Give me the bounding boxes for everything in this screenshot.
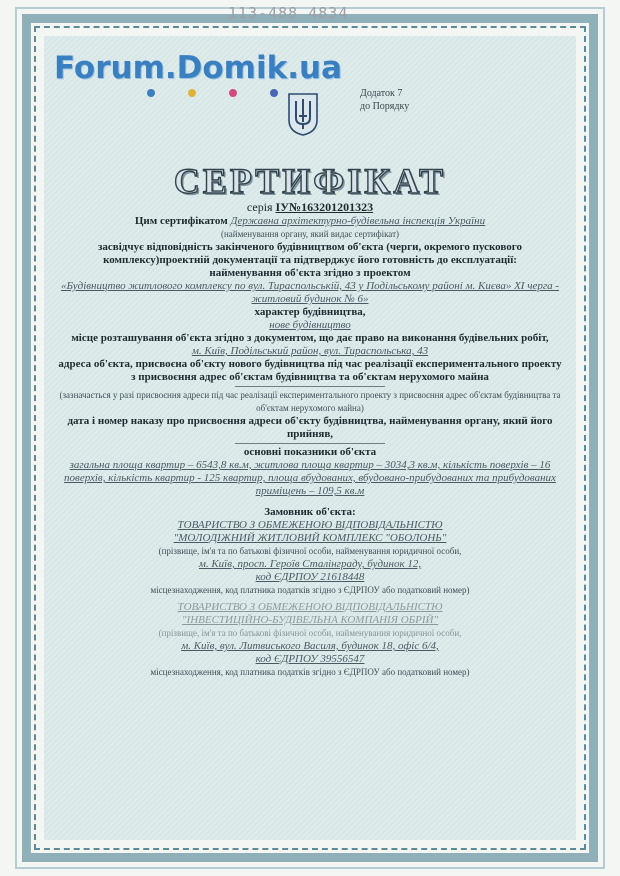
series-label: серія [246, 200, 273, 214]
customer-1-name-line1: ТОВАРИСТВО З ОБМЕЖЕНОЮ ВІДПОВІДАЛЬНІСТЮ [177, 519, 443, 531]
location-label: місце розташування об'єкта згідно з документом, що дає право на виконання будівельних робіт, [71, 332, 549, 344]
watermark-dot [147, 89, 155, 97]
divider [235, 443, 385, 444]
customer-2-name-line1: ТОВАРИСТВО З ОБМЕЖЕНОЮ ВІДПОВІДАЛЬНІСТЮ [177, 601, 443, 613]
annex-note [360, 87, 409, 113]
customer-2-address: м. Київ, вул. Литвиського Василя, будинок 18, офіс 6/4, [181, 640, 439, 652]
divider [235, 386, 385, 387]
annex-line2: до Порядку [360, 101, 410, 112]
assigned-address-hint: (зазначається у разі присвоєння адреси під час реалізації експериментального проекту з присвоєння адрес об'єктам будівництва та об'єктам нерухомого майна) [59, 390, 561, 413]
indicators-label: основні показники об'єкта [243, 446, 377, 458]
object-name-label: найменування об'єкта згідно з проектом [209, 267, 411, 279]
issuer-line [58, 215, 562, 228]
customer-1-name-line2: "МОЛОДІЖНИЙ ЖИТЛОВИЙ КОМПЛЕКС "ОБОЛОНЬ" [173, 532, 447, 544]
annex-line1: Додаток 7 [360, 88, 403, 99]
customer-2-code: код ЄДРПОУ 39556547 [255, 653, 365, 665]
customer-1-address: м. Київ, просп. Героїв Сталінграду, будинок 12, [198, 558, 422, 570]
order-label: дата і номер наказу про присвоєння адреси об'єкту будівництва, найменування органу, який його прийняв, [67, 415, 553, 440]
watermark-dot [270, 89, 278, 97]
object-name-value: «Будівництво житлового комплексу по вул. Тираспольській, 43 у Подільському районі м. Києва» ХІ черга - житловий будинок № 6» [60, 280, 560, 305]
customer-1-address-hint: місцезнаходження, код платника податків згідно з ЄДРПОУ або податковий номер) [150, 585, 470, 595]
certificate-body [58, 215, 562, 679]
issuer-value: Державна архітектурно-будівельна інспекція України [230, 215, 486, 227]
handwritten-number: 113-488 4834 [228, 4, 349, 22]
issuer-label: Цим сертифікатом [134, 215, 228, 227]
location-value: м. Київ, Подільський район, вул. Тираспольська, 43 [191, 345, 429, 357]
trident-emblem-icon [287, 92, 319, 136]
assigned-address-label: адреса об'єкта, присвоєна об'єкту нового будівництва під час реалізації експериментального проекту з присвоєння адрес об'єктам будівництва та об'єктам нерухомого майна [58, 358, 562, 383]
series-value: ІУ№163201201323 [275, 200, 374, 214]
customers-label: Замовник об'єкта: [264, 506, 356, 518]
issuer-hint: (найменування органу, який видає сертифікат) [220, 229, 400, 239]
watermark-dot [229, 89, 237, 97]
construction-type-value: нове будівництво [269, 319, 351, 331]
customer-1-code: код ЄДРПОУ 21618448 [255, 571, 365, 583]
watermark-logo: Forum.Domik.ua [54, 50, 342, 86]
indicators-value: загальна площа квартир – 6543,8 кв.м, житлова площа квартир – 3034,3 кв.м, кількість поверхів – 16 поверхів, кількість квартир - 125 квартир, площа вбудованих, вбудовано-прибудованих та прибудованих приміщень – 109,5 кв.м [64, 459, 556, 497]
series-line [0, 200, 620, 215]
customer-2-address-hint: місцезнаходження, код платника податків згідно з ЄДРПОУ або податковий номер) [150, 667, 470, 677]
customer-2-name-line2: "ІНВЕСТИЦІЙНО-БУДІВЕЛЬНА КОМПАНІЯ ОБРІЙ" [181, 614, 439, 626]
watermark-dots [147, 89, 278, 97]
customer-1-name-hint: (прізвище, ім'я та по батькові фізичної особи, найменування юридичної особи, [158, 546, 462, 556]
construction-type-label: характер будівництва, [254, 306, 366, 318]
page-title: СЕРТИФІКАТ [173, 161, 447, 201]
watermark-dot [188, 89, 196, 97]
certifies-text: засвідчує відповідність закінченого будівництвом об'єкта (черги, окремого пускового комплексу)проектній документації та підтверджує його готовність до експлуатації: [98, 241, 522, 266]
customer-2-name-hint: (прізвище, ім'я та по батькові фізичної особи, найменування юридичної особи, [158, 628, 462, 638]
